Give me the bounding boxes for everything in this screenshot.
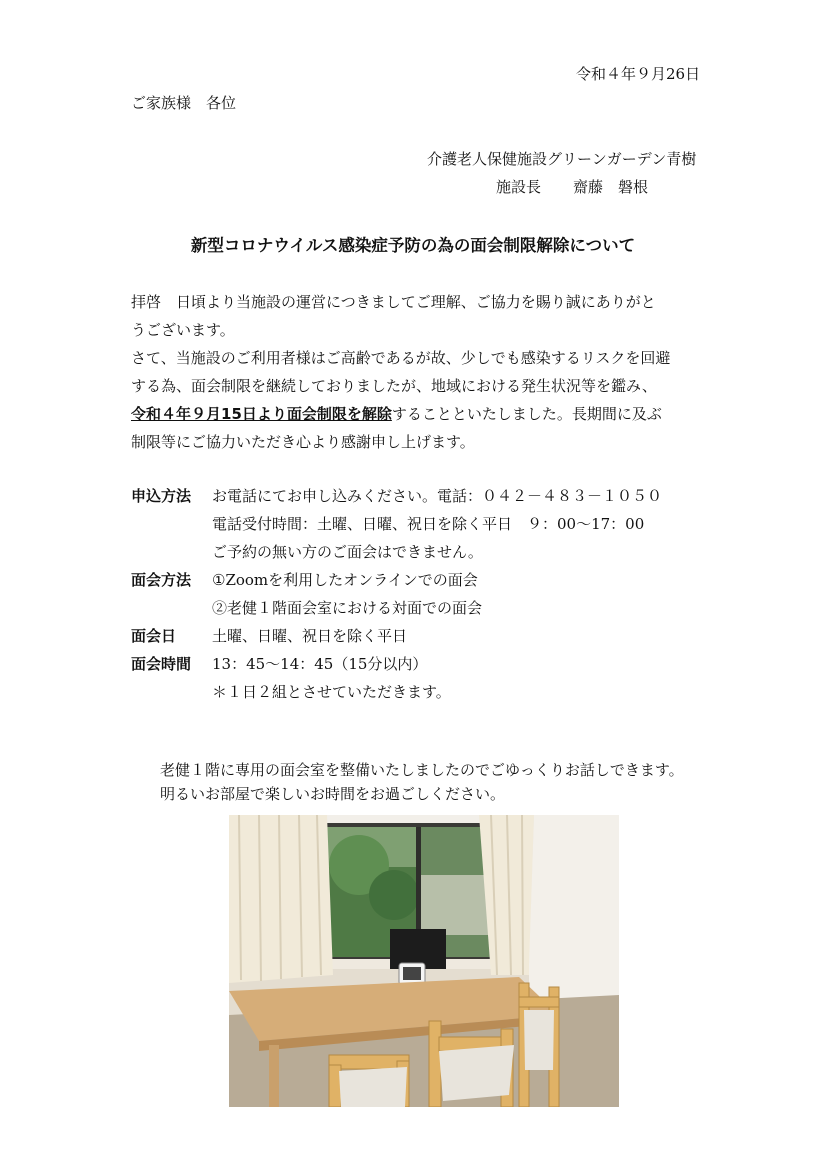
paragraph-line: する為、面会制限を継続しておりましたが、地域における発生状況等を鑑み、 [131,377,657,395]
apply-method-value: お電話にてお申し込みください。電話：０４２－４８３－１０５０ [212,487,663,505]
visit-day-label: 面会日 [131,627,177,645]
apply-note-value: ご予約の無い方のご面会はできません。 [212,543,483,561]
closing-line-1: 老健１階に専用の面会室を整備いたしましたのでごゆっくりお話しできます。 [160,761,684,779]
visit-method-label: 面会方法 [131,571,192,589]
paragraph-line: 拝啓 日頃より当施設の運営につきましてご理解、ご協力を賜り誠にありがと [131,293,656,311]
meeting-room-illustration [229,815,619,1107]
visit-day-row [131,622,407,650]
visit-time-row [131,650,427,678]
paragraph-line [131,400,670,428]
announcement-paragraph [131,344,670,456]
visit-time-note: ＊１日２組とさせていただきます。 [212,683,451,701]
paragraph-text: することといたしました。長期間に及ぶ [391,405,662,423]
meeting-room-photo [229,815,619,1107]
greeting-paragraph [131,288,656,344]
apply-method-row [131,482,662,510]
letter-recipient: ご家族様 各位 [131,94,237,112]
visit-time-label: 面会時間 [131,655,192,673]
lift-date-emphasis: 令和４年９月15日より面会制限を解除 [131,405,392,423]
director-name: 齋藤 磐根 [573,178,649,196]
visit-time-value: 13：45～14：45（15分以内） [212,655,428,673]
visit-method-value-2: ②老健１階面会室における対面での面会 [212,599,483,617]
closing-line-2: 明るいお部屋で楽しいお時間をお過ごしください。 [160,785,506,803]
apply-hours-value: 電話受付時間：土曜、日曜、祝日を除く平日 ９：00～17：00 [212,515,645,533]
visit-method-row [131,566,478,594]
facility-name: 介護老人保健施設グリーンガーデン青樹 [427,150,697,168]
apply-method-label: 申込方法 [131,487,192,505]
paragraph-line: 制限等にご協力いただき心より感謝申し上げます。 [131,433,475,451]
apply-hours-row [212,510,644,538]
visit-time-note-row [212,678,451,706]
paragraph-line: うございます。 [131,321,235,339]
visit-method-row-2 [212,594,482,622]
director-title: 施設長 [496,178,542,196]
apply-note-row [212,538,483,566]
visit-day-value: 土曜、日曜、祝日を除く平日 [212,627,408,645]
paragraph-line: さて、当施設のご利用者様はご高齢であるが故、少しでも感染するリスクを回避 [131,349,671,367]
visit-method-value: ①Zoomを利用したオンラインでの面会 [212,571,478,589]
document-title: 新型コロナウイルス感染症予防の為の面会制限解除について [190,236,636,255]
director-line [496,176,648,197]
letter-date: 令和４年９月26日 [576,65,701,83]
